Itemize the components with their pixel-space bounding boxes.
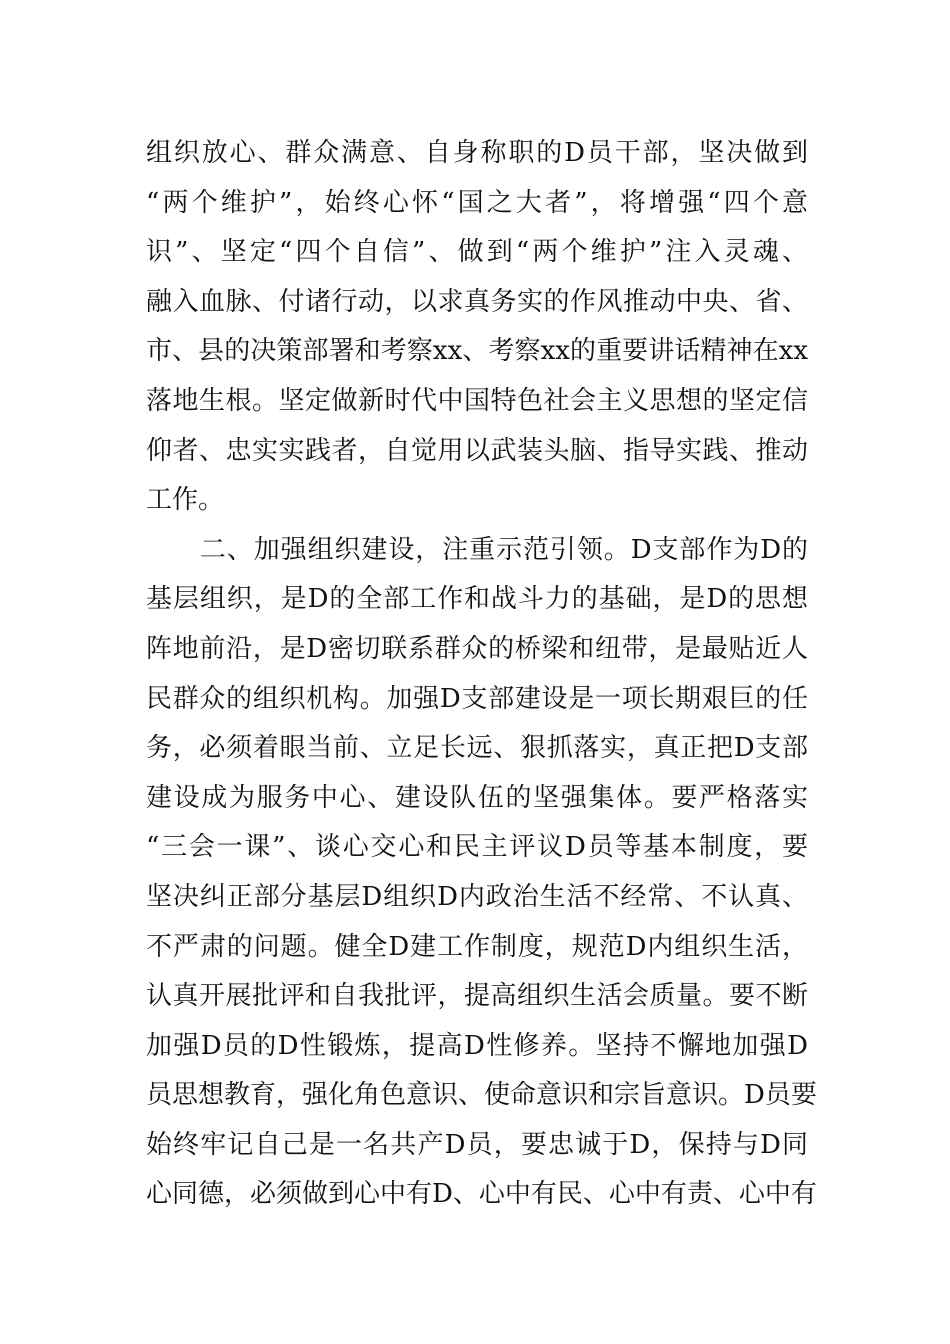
text-line: “三会一课”、谈心交心和民主评议D员等基本制度，要 bbox=[146, 832, 808, 863]
text-line: 基层组织，是D的全部工作和战斗力的基础，是D的思想 bbox=[146, 584, 808, 615]
text-line: 坚决纠正部分基层D组织D内政治生活不经常、不认真、 bbox=[146, 881, 808, 912]
text-line: 仰者、忠实实践者，自觉用以武装头脑、指导实践、推动 bbox=[146, 435, 808, 466]
section-heading-line: 二、加强组织建设，注重示范引领。D支部作为D的 bbox=[146, 534, 808, 565]
text-line: 心同德，必须做到心中有D、心中有民、心中有责、心中有 bbox=[146, 1179, 817, 1210]
text-line: 组织放心、群众满意、自身称职的D员干部，坚决做到 bbox=[146, 138, 808, 168]
text-line: “两个维护”，始终心怀“国之大者”，将增强“四个意 bbox=[146, 187, 808, 218]
body-text bbox=[146, 129, 817, 1220]
text-line: 加强D员的D性锻炼，提高D性修养。坚持不懈地加强D bbox=[146, 1030, 808, 1061]
text-line: 不严肃的问题。健全D建工作制度，规范D内组织生活， bbox=[146, 931, 808, 962]
text-line: 认真开展批评和自我批评，提高组织生活会质量。要不断 bbox=[146, 981, 808, 1012]
text-line: 融入血脉、付诸行动，以求真务实的作风推动中央、省、 bbox=[146, 286, 808, 317]
text-line: 始终牢记自己是一名共产D员，要忠诚于D，保持与D同 bbox=[146, 1129, 808, 1160]
text-line: 务，必须着眼当前、立足长远、狠抓落实，真正把D支部 bbox=[146, 733, 808, 764]
text-line: 员思想教育，强化角色意识、使命意识和宗旨意识。D员要 bbox=[146, 1080, 817, 1111]
text-line: 落地生根。坚定做新时代中国特色社会主义思想的坚定信 bbox=[146, 385, 808, 416]
paragraph-end-line: 工作。 bbox=[146, 485, 225, 516]
text-line: 阵地前沿，是D密切联系群众的桥梁和纽带，是最贴近人 bbox=[146, 633, 808, 664]
text-line: 识”、坚定“四个自信”、做到“两个维护”注入灵魂、 bbox=[146, 237, 808, 268]
text-line: 市、县的决策部署和考察xx、考察xx的重要讲话精神在xx bbox=[146, 336, 808, 367]
text-line: 建设成为服务中心、建设队伍的坚强集体。要严格落实 bbox=[146, 782, 808, 813]
text-line: 民群众的组织机构。加强D支部建设是一项长期艰巨的任 bbox=[146, 683, 808, 714]
